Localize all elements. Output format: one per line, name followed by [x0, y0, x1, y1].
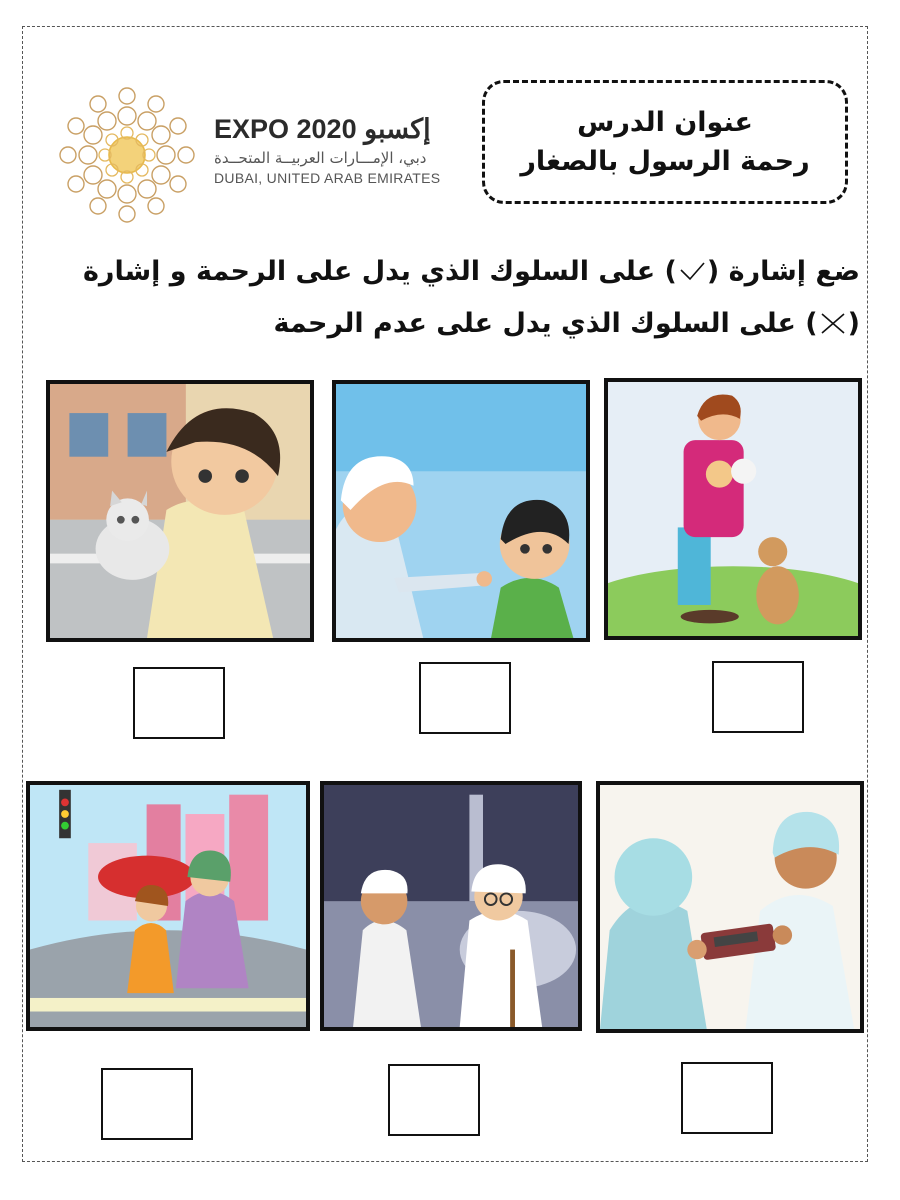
answer-box-1[interactable]: [133, 667, 225, 739]
instruction-text: [50, 246, 860, 350]
instruction-part4: ) على السلوك الذي يدل على عدم الرحمة: [273, 308, 818, 339]
picture-boy-snatching-box: [596, 781, 864, 1033]
cross-mark-icon: [818, 311, 848, 335]
expo-emblem-icon: [52, 80, 202, 230]
answer-box-2[interactable]: [419, 662, 511, 734]
logo-title: EXPO 2020 إكسبو: [214, 114, 431, 144]
lesson-title-label: عنوان الدرس: [577, 106, 753, 138]
picture-girl-helping-elderly-woman: [26, 781, 310, 1031]
girl-helping-elderly-woman-cross-icon: [30, 785, 306, 1027]
answer-box-6[interactable]: [681, 1062, 773, 1134]
answer-box-4[interactable]: [101, 1068, 193, 1140]
check-mark-icon: [677, 259, 707, 283]
boy-taking-kittens-from-cat-icon: [608, 382, 858, 636]
instruction-part1: ضع إشارة (: [706, 256, 860, 287]
answer-box-3[interactable]: [712, 661, 804, 733]
picture-boy-taking-kittens: [604, 378, 862, 640]
picture-boy-mocking-child: [332, 380, 590, 642]
boy-helping-elderly-man-icon: [324, 785, 578, 1027]
boy-rescuing-kitten-icon: [50, 384, 310, 638]
logo-english-subtitle: DUBAI, UNITED ARAB EMIRATES: [214, 170, 441, 186]
expo-logo: [52, 80, 472, 230]
instruction-part2: ) على السلوك الذي يدل على الرحمة و إشارة: [82, 256, 677, 287]
lesson-title-text: رحمة الرسول بالصغار: [520, 146, 810, 177]
logo-arabic-subtitle: دبي، الإمـــارات العربيــة المتحــدة: [214, 149, 427, 167]
boy-snatching-box-icon: [600, 785, 860, 1029]
picture-boy-rescuing-kitten: [46, 380, 314, 642]
picture-boy-helping-elderly-man: [320, 781, 582, 1031]
boy-mocking-child-icon: [336, 384, 586, 638]
instruction-part3: (: [847, 308, 860, 339]
lesson-title-box: [482, 80, 848, 204]
answer-box-5[interactable]: [388, 1064, 480, 1136]
